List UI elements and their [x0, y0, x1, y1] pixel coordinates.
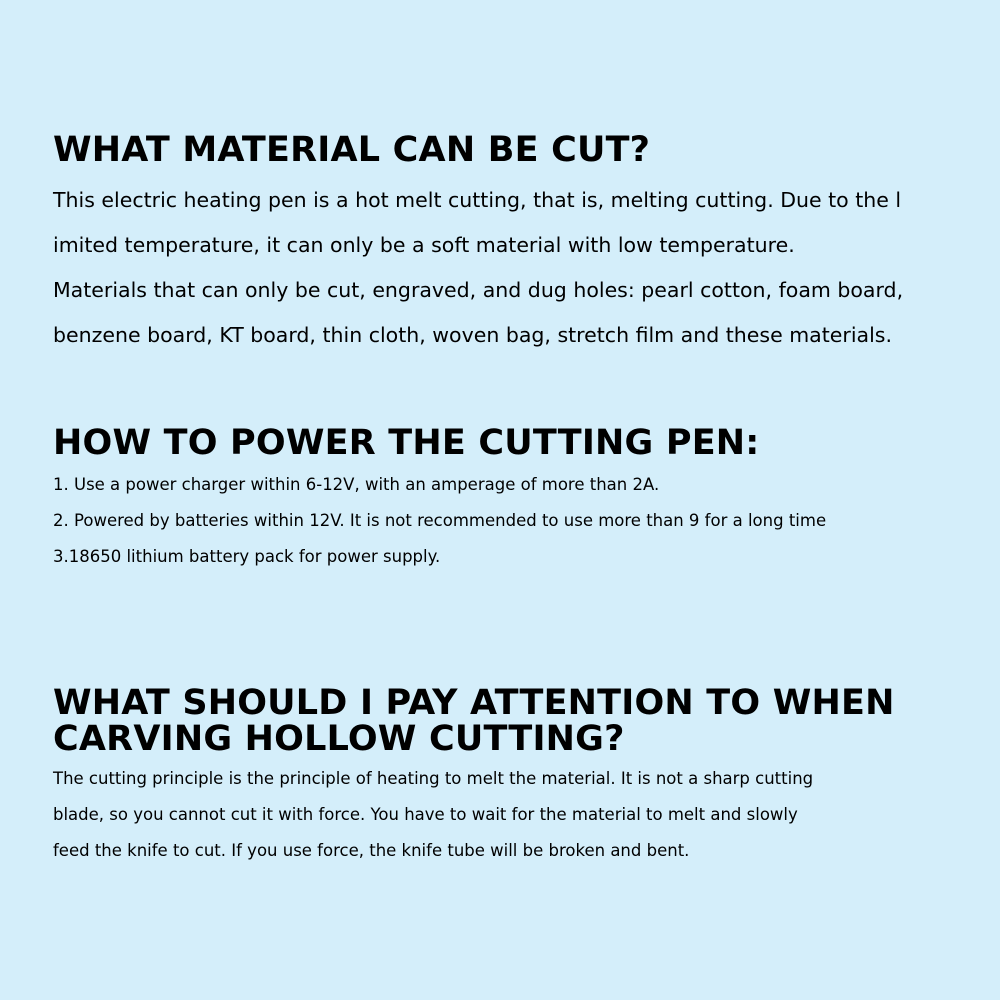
material-line: imited temperature, it can only be a soft material with low temperature.	[53, 233, 795, 257]
carving-section	[53, 685, 973, 869]
material-line: This electric heating pen is a hot melt cutting, that is, melting cutting. Due to the l	[53, 188, 902, 212]
power-step: 3.18650 lithium battery pack for power supply.	[53, 547, 441, 566]
carving-line: blade, so you cannot cut it with force. You have to wait for the material to melt and slowly	[53, 805, 798, 824]
material-section	[53, 132, 973, 358]
material-body	[53, 178, 973, 358]
power-section	[53, 425, 973, 575]
power-step: 1. Use a power charger within 6-12V, with an amperage of more than 2A.	[53, 475, 660, 494]
carving-heading	[53, 685, 973, 757]
material-line: Materials that can only be cut, engraved, and dug holes: pearl cotton, foam board,	[53, 278, 904, 302]
carving-heading-line: WHAT SHOULD I PAY ATTENTION TO WHEN	[53, 683, 895, 723]
power-step: 2. Powered by batteries within 12V. It is not recommended to use more than 9 for a long time	[53, 511, 827, 530]
carving-body	[53, 761, 973, 869]
material-line: benzene board, KT board, thin cloth, woven bag, stretch film and these materials.	[53, 323, 892, 347]
carving-line: feed the knife to cut. If you use force, the knife tube will be broken and bent.	[53, 841, 690, 860]
carving-heading-line: CARVING HOLLOW CUTTING?	[53, 719, 625, 759]
material-heading: WHAT MATERIAL CAN BE CUT?	[53, 130, 651, 170]
carving-line: The cutting principle is the principle of heating to melt the material. It is not a sharp cutting	[53, 769, 814, 788]
power-steps	[53, 467, 973, 575]
power-heading: HOW TO POWER THE CUTTING PEN:	[53, 423, 760, 463]
